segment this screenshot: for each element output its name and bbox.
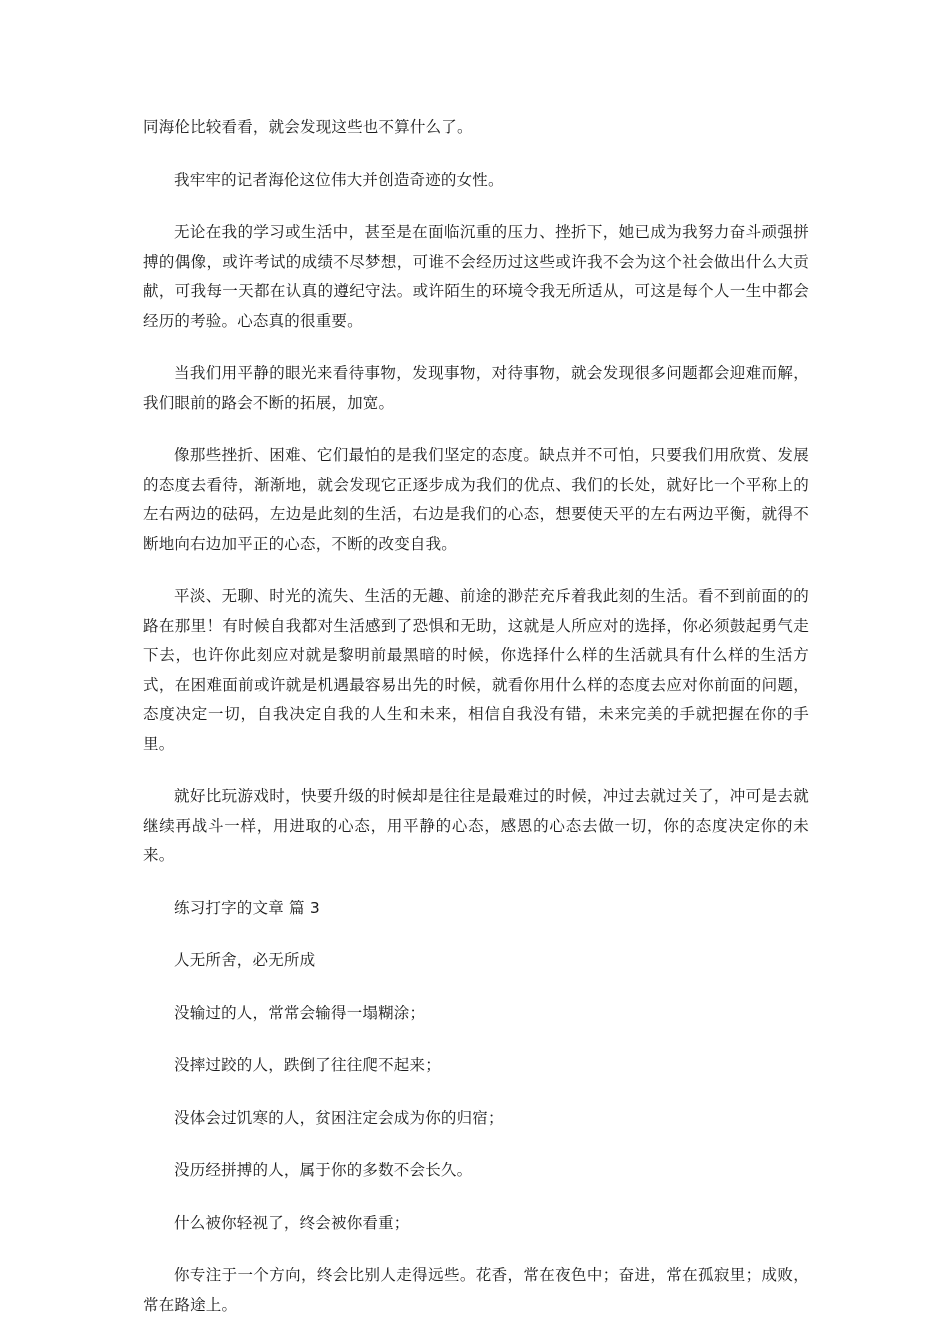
paragraph: 我牢牢的记者海伦这位伟大并创造奇迹的女性。	[174, 170, 504, 189]
paragraph: 就好比玩游戏时，快要升级的时候却是往往是最难过的时候，冲过去就过关了，冲可是去就继续再战斗一样，用进取的心态，用平静的心态，感恩的心态去做一切，你的态度决定你的未来。	[143, 787, 809, 864]
paragraph: 人无所舍，必无所成	[174, 951, 316, 969]
paragraph: 没历经拼搏的人，属于你的多数不会长久。	[174, 1161, 473, 1179]
paragraph: 什么被你轻视了，终会被你看重；	[174, 1213, 410, 1232]
paragraph: 没体会过饥寒的人，贫困注定会成为你的归宿；	[174, 1108, 504, 1127]
paragraph-continuation: 同海伦比较看看，就会发现这些也不算什么了。	[143, 118, 473, 136]
document-body	[143, 113, 809, 1343]
paragraph: 没输过的人，常常会输得一塌糊涂；	[174, 1003, 426, 1022]
paragraph: 没摔过跤的人，跌倒了往往爬不起来；	[174, 1056, 441, 1074]
paragraph: 平淡、无聊、时光的流失、生活的无趣、前途的渺茫充斥着我此刻的生活。看不到前面的的路在那里！有时候自我都对生活感到了恐惧和无助，这就是人所应对的选择，你必须鼓起勇气走下去，也许你此刻应对就是黎明前最黑暗的时候，你选择什么样的生活就具有什么样的生活方式，在困难面前或许就是机遇最容易出先的时候，就看你用什么样的态度去应对你前面的问题，态度决定一切，自我决定自我的人生和未来，相信自我没有错，未来完美的手就把握在你的手里。	[143, 587, 809, 753]
section-heading: 练习打字的文章 篇 3	[174, 898, 320, 917]
paragraph: 当我们用平静的眼光来看待事物，发现事物，对待事物，就会发现很多问题都会迎难而解，我们眼前的路会不断的拓展，加宽。	[143, 364, 809, 412]
paragraph: 你专注于一个方向，终会比别人走得远些。花香，常在夜色中；奋进，常在孤寂里；成败，常在路途上。	[143, 1266, 809, 1314]
paragraph: 像那些挫折、困难、它们最怕的是我们坚定的态度。缺点并不可怕，只要我们用欣赏、发展的态度去看待，渐渐地，就会发现它正逐步成为我们的优点、我们的长处，就好比一个平称上的左右两边的砝码，左边是此刻的生活，右边是我们的心态，想要使天平的左右两边平衡，就得不断地向右边加平正的心态，不断的改变自我。	[143, 446, 809, 553]
paragraph: 无论在我的学习或生活中，甚至是在面临沉重的压力、挫折下，她已成为我努力奋斗顽强拼搏的偶像，或许考试的成绩不尽梦想，可谁不会经历过这些或许我不会为这个社会做出什么大贡献，可我每一天都在认真的遵纪守法。或许陌生的环境令我无所适从，可这是每个人一生中都会经历的考验。心态真的很重要。	[143, 223, 809, 330]
